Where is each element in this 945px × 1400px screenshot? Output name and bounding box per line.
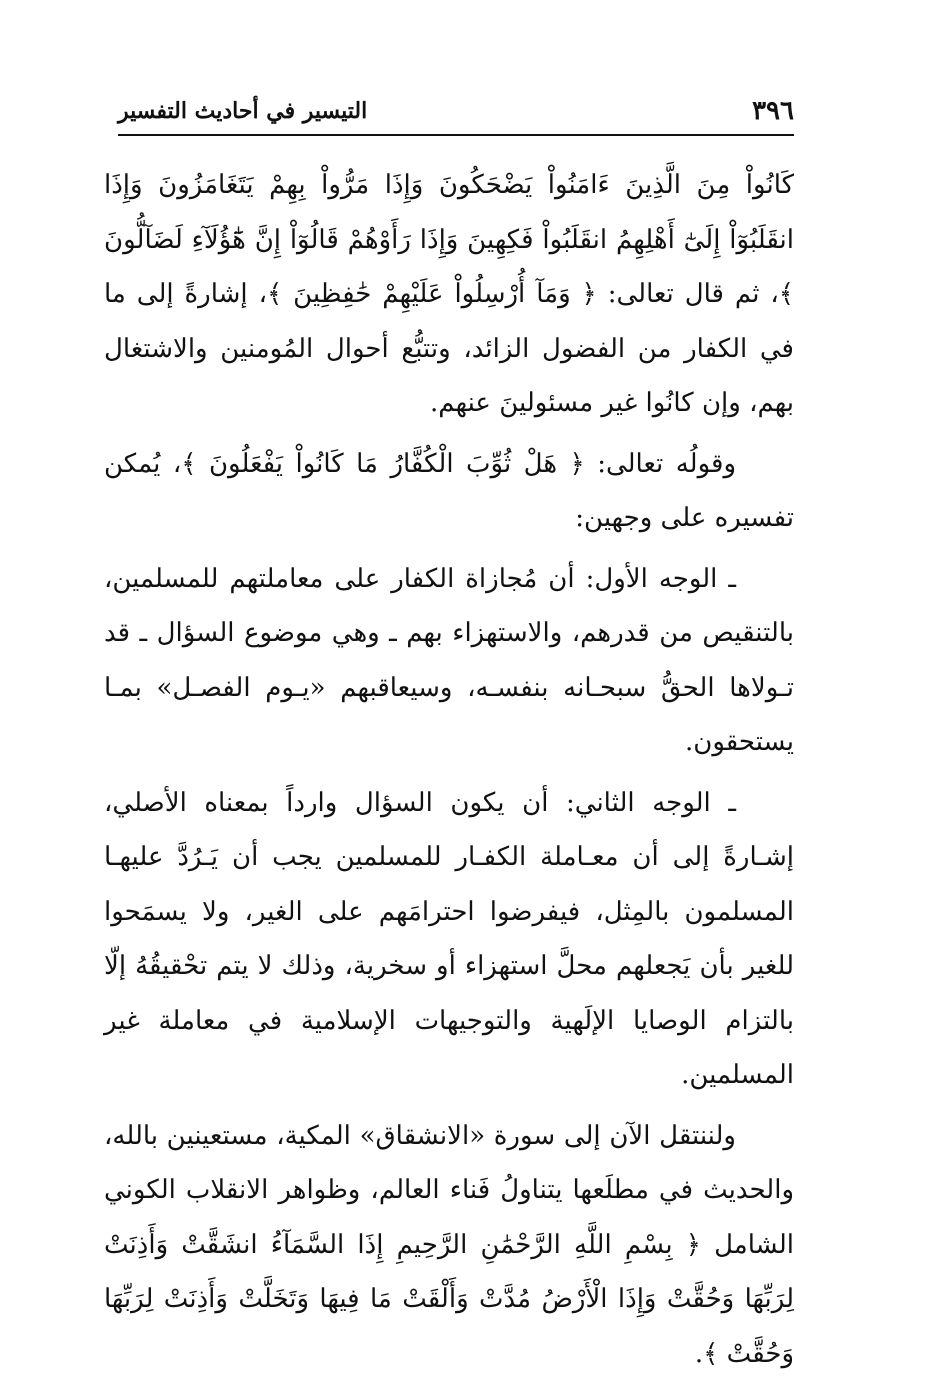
- page-number: ٣٩٦: [752, 96, 794, 126]
- paragraph-2: وقولُه تعالى: ﴿ هَلْ ثُوِّبَ الْكُفَّارُ مَا كَانُواْ يَفْعَلُونَ ﴾، يُمكن تفسيره على وجهين:: [104, 448, 794, 533]
- page-header: [118, 92, 794, 136]
- paragraph-1: كَانُواْ مِنَ الَّذِينَ ءَامَنُواْ يَضْحَكُونَ وَإِذَا مَرُّواْ بِهِمْ يَتَغَامَزُونَ وَإِذَا انقَلَبُوٓاْ إِلَىٰٓ أَهْلِهِمُ انقَلَبُواْ فَكِهِينَ وَإِذَا رَأَوْهُمْ قَالُوٓاْ إِنَّ هَٰٓؤُلَآءِ لَضَآلُّونَ ﴾، ثم قال تعالى: ﴿ وَمَآ أُرْسِلُواْ عَلَيْهِمْ حَٰفِظِينَ ﴾، إشارةً إلى ما في الكفار من الفضول الزائد، وتتبُّع أحوال المُومنين والاشتغال بهم، وإن كانُوا غير مسئولينَ عنهم.: [104, 170, 794, 418]
- paragraph-5: ولننتقل الآن إلى سورة «الانشقاق» المكية، مستعينين بالله، والحديث في مطلَعها يتناولُ فَناء العالم، وظواهر الانقلاب الكوني الشامل ﴿ بِسْمِ اللَّهِ الرَّحْمَٰنِ الرَّحِيمِ إِذَا السَّمَآءُ انشَقَّتْ وَأَذِنَتْ لِرَبِّهَا وَحُقَّتْ وَإِذَا الْأَرْضُ مُدَّتْ وَأَلْقَتْ مَا فِيهَا وَتَخَلَّتْ وَأَذِنَتْ لِرَبِّهَا وَحُقَّتْ ﴾.: [104, 1120, 794, 1369]
- paragraph-4: ـ الوجه الثاني: أن يكون السؤال وارداً بمعناه الأصلي، إشـارةً إلى أن معـاملة الكفـار للمسلمين يجب أن يَـرُدَّ عليهـا المسلمون بالمِثل، فيفرضوا احترامَهم على الغير، ولا يسمَحوا للغير بأن يَجعلهم محلَّ استهزاء أو سخرية، وذلك لا يتم تحْقيقُهُ إلّا بالتزام الوصايا الإلَهية والتوجيهات الإسلامية في معاملة غير المسلمين.: [104, 787, 794, 1090]
- paragraph-3: ـ الوجه الأول: أن مُجازاة الكفار على معاملتهم للمسلمين، بالتنقيص من قدرهم، والاستهزاء بهم ـ وهي موضوع السؤال ـ قد تـولاها الحقُّ سبحـانه بنفسـه، وسيعاقبهم «يـوم الفصـل» بمـا يستحقون.: [104, 563, 794, 757]
- page-body: [104, 158, 794, 1387]
- running-title: التيسير في أحاديث التفسير: [118, 98, 368, 124]
